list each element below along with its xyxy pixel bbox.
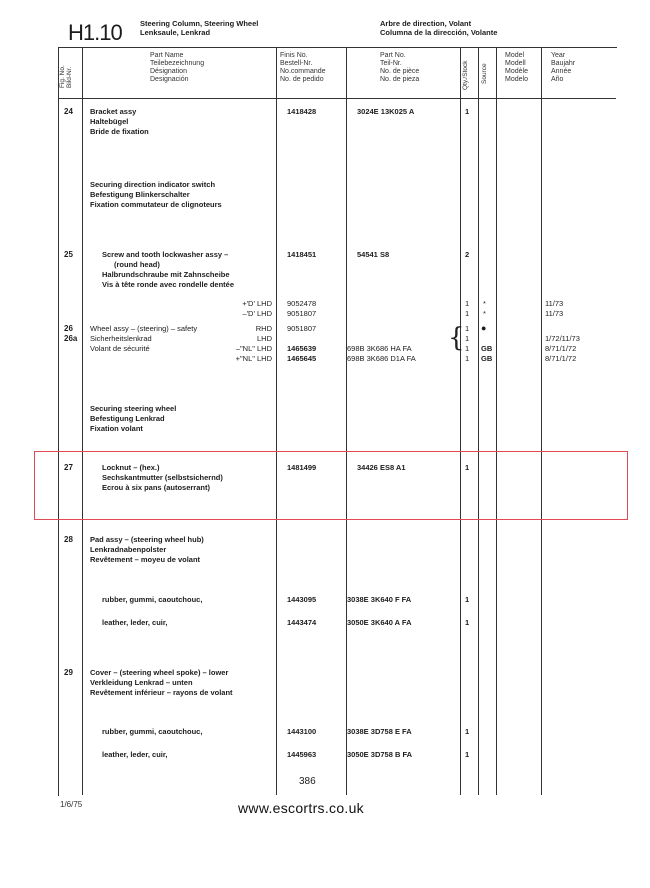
part-name xyxy=(102,463,223,493)
header-line: Modelo xyxy=(505,76,528,83)
quantity: 1 xyxy=(465,750,470,759)
column-divider xyxy=(541,47,542,795)
column-header-qty: Qty./Stock xyxy=(462,60,469,90)
header-line: Année xyxy=(551,68,572,75)
section-title-fr: Arbre de direction, Volant xyxy=(380,19,472,28)
name-line: Securing steering wheel xyxy=(90,404,177,413)
variant: –'D' LHD xyxy=(242,309,272,318)
year: 8/71/1/72 xyxy=(545,354,577,363)
fig-number: 28 xyxy=(64,535,73,544)
column-divider xyxy=(478,47,479,795)
variant: +"NL" LHD xyxy=(235,354,272,363)
name-line: Screw and tooth lockwasher assy – xyxy=(102,250,229,259)
source-marker: GB xyxy=(481,344,493,353)
quantity: 1 xyxy=(465,618,470,627)
part-name xyxy=(90,668,233,698)
part-number: 698B 3K686 HA FA xyxy=(347,344,412,353)
part-name: Wheel assy – (steering) – safety xyxy=(90,324,198,333)
section-title-left xyxy=(140,19,258,37)
name-line: Fixation commutateur de clignoteurs xyxy=(90,200,222,209)
header-line: Baujahr xyxy=(551,60,576,67)
quantity: 1 xyxy=(465,107,470,116)
column-header-name xyxy=(150,52,204,84)
finis-number: 1445963 xyxy=(287,750,317,759)
website-watermark: www.escortrs.co.uk xyxy=(238,800,364,816)
fig-number: 27 xyxy=(64,463,73,472)
year: 8/71/1/72 xyxy=(545,344,577,353)
part-number: 3050E 3K640 A FA xyxy=(347,618,412,627)
material-variant: rubber, gummi, caoutchouc, xyxy=(102,595,203,604)
material-variant: leather, leder, cuir, xyxy=(102,618,168,627)
header-divider xyxy=(58,98,616,99)
part-number: 54541 S8 xyxy=(357,250,390,259)
name-line: Lenkradnabenpolster xyxy=(90,545,167,554)
header-line: No. de pedido xyxy=(280,76,324,83)
name-line: Revêtement inférieur – rayons de volant xyxy=(90,688,233,697)
column-divider xyxy=(460,47,461,795)
part-name: Volant de sécurité xyxy=(90,344,150,353)
header-line: Finis No. xyxy=(280,52,308,59)
header-line: No. de pieza xyxy=(380,76,420,83)
quantity: 1 xyxy=(465,727,470,736)
fig-number: 24 xyxy=(64,107,73,116)
finis-number: 1443474 xyxy=(287,618,317,627)
finis-number: 9052478 xyxy=(287,299,317,308)
name-line: Verkleidung Lenkrad – unten xyxy=(90,678,193,687)
finis-number: 9051807 xyxy=(287,324,317,333)
name-line: Ecrou à six pans (autoserrant) xyxy=(102,483,210,492)
quantity: 1 xyxy=(465,354,470,363)
column-header-year xyxy=(551,52,575,84)
page-number: 386 xyxy=(299,776,316,787)
part-name xyxy=(90,535,204,565)
finis-number: 1465645 xyxy=(287,354,317,363)
name-line: Locknut – (hex.) xyxy=(102,463,160,472)
quantity: 1 xyxy=(465,299,470,308)
header-line: Model xyxy=(505,52,525,59)
header-line: No. de pièce xyxy=(380,68,420,75)
header-line: Modèle xyxy=(505,68,528,75)
name-line: (round head) xyxy=(114,260,160,269)
part-number: 698B 3K686 D1A FA xyxy=(347,354,416,363)
material-variant: leather, leder, cuir, xyxy=(102,750,168,759)
column-divider xyxy=(276,47,277,795)
finis-number: 1443100 xyxy=(287,727,317,736)
part-number: 3024E 13K025 A xyxy=(357,107,415,116)
header-line: Year xyxy=(551,52,566,59)
part-number: 34426 ES8 A1 xyxy=(357,463,406,472)
source-marker: GB xyxy=(481,354,493,363)
column-header-model xyxy=(505,52,528,84)
column-header-source: Source xyxy=(481,63,488,84)
name-line: Vis à tête ronde avec rondelle dentée xyxy=(102,280,234,289)
header-line: Año xyxy=(551,76,564,83)
name-line: Befestigung Lenkrad xyxy=(90,414,165,423)
section-title-right xyxy=(380,19,497,37)
header-line: Fig. No. xyxy=(59,65,66,88)
part-name xyxy=(90,107,149,137)
name-line: Haltebügel xyxy=(90,117,129,126)
name-line: Bracket assy xyxy=(90,107,137,116)
fig-number: 26a xyxy=(64,334,78,343)
finis-number: 1443095 xyxy=(287,595,317,604)
part-name: Sicherheitslenkrad xyxy=(90,334,152,343)
header-line: Part No. xyxy=(380,52,406,59)
header-line: Teil-Nr. xyxy=(380,60,402,67)
quantity: 2 xyxy=(465,250,470,259)
name-line: Bride de fixation xyxy=(90,127,149,136)
column-divider xyxy=(346,47,347,795)
part-number: 3038E 3D758 E FA xyxy=(347,727,412,736)
column-divider xyxy=(496,47,497,795)
section-title-de: Lenksaule, Lenkrad xyxy=(140,28,211,37)
name-line: Revêtement – moyeu de volant xyxy=(90,555,201,564)
header-line: Désignation xyxy=(150,68,187,75)
quantity: 1 xyxy=(465,595,470,604)
name-line: Pad assy – (steering wheel hub) xyxy=(90,535,204,544)
name-line: Sechskantmutter (selbstsichernd) xyxy=(102,473,223,482)
name-line: Halbrundschraube mit Zahnscheibe xyxy=(102,270,230,279)
variant: –"NL" LHD xyxy=(235,344,272,353)
quantity: 1 xyxy=(465,334,470,343)
header-line: Bild-Nr. xyxy=(66,66,73,88)
name-line: Cover – (steering wheel spoke) – lower xyxy=(90,668,229,677)
header-line: Modell xyxy=(505,60,526,67)
quantity: 1 xyxy=(465,309,470,318)
section-title-es: Columna de la dirección, Volante xyxy=(380,28,498,37)
variant: +'D' LHD xyxy=(242,299,272,308)
name-line: Befestigung Blinkerschalter xyxy=(90,190,190,199)
header-line: No.commande xyxy=(280,68,326,75)
year: 11/73 xyxy=(545,309,564,318)
finis-number: 9051807 xyxy=(287,309,317,318)
header-line: Designación xyxy=(150,76,189,83)
year: 1/72/11/73 xyxy=(545,334,580,343)
fig-number: 25 xyxy=(64,250,73,259)
header-line: Bestell-Nr. xyxy=(280,60,313,67)
quantity: 1 xyxy=(465,324,470,333)
fig-number: 26 xyxy=(64,324,73,333)
finis-number: 1418451 xyxy=(287,250,317,259)
column-header-finis xyxy=(280,52,326,84)
column-header-fig xyxy=(59,65,73,88)
section-title-en: Steering Column, Steering Wheel xyxy=(140,19,259,28)
source-marker: * xyxy=(483,299,486,308)
date-code: 1/6/75 xyxy=(60,800,83,809)
section-note xyxy=(90,404,176,434)
quantity: 1 xyxy=(465,344,470,353)
year: 11/73 xyxy=(545,299,564,308)
variant: LHD xyxy=(256,334,272,343)
finis-number: 1465639 xyxy=(287,344,317,353)
header-line: Teilebezeichnung xyxy=(150,60,205,67)
name-line: Fixation volant xyxy=(90,424,143,433)
material-variant: rubber, gummi, caoutchouc, xyxy=(102,727,203,736)
part-name xyxy=(102,250,234,290)
part-number: 3038E 3K640 F FA xyxy=(347,595,412,604)
variant: RHD xyxy=(255,324,272,333)
source-marker: ● xyxy=(481,323,487,333)
brace-glyph: { xyxy=(448,323,465,353)
section-note xyxy=(90,180,222,210)
fig-number: 29 xyxy=(64,668,73,677)
source-marker: * xyxy=(483,309,486,318)
section-code: H1.10 xyxy=(68,20,122,45)
finis-number: 1418428 xyxy=(287,107,317,116)
part-number: 3050E 3D758 B FA xyxy=(347,750,413,759)
name-line: Securing direction indicator switch xyxy=(90,180,216,189)
header-line: Part Name xyxy=(150,52,184,59)
quantity: 1 xyxy=(465,463,470,472)
finis-number: 1481499 xyxy=(287,463,317,472)
column-divider xyxy=(82,47,83,795)
column-header-part xyxy=(380,52,419,84)
